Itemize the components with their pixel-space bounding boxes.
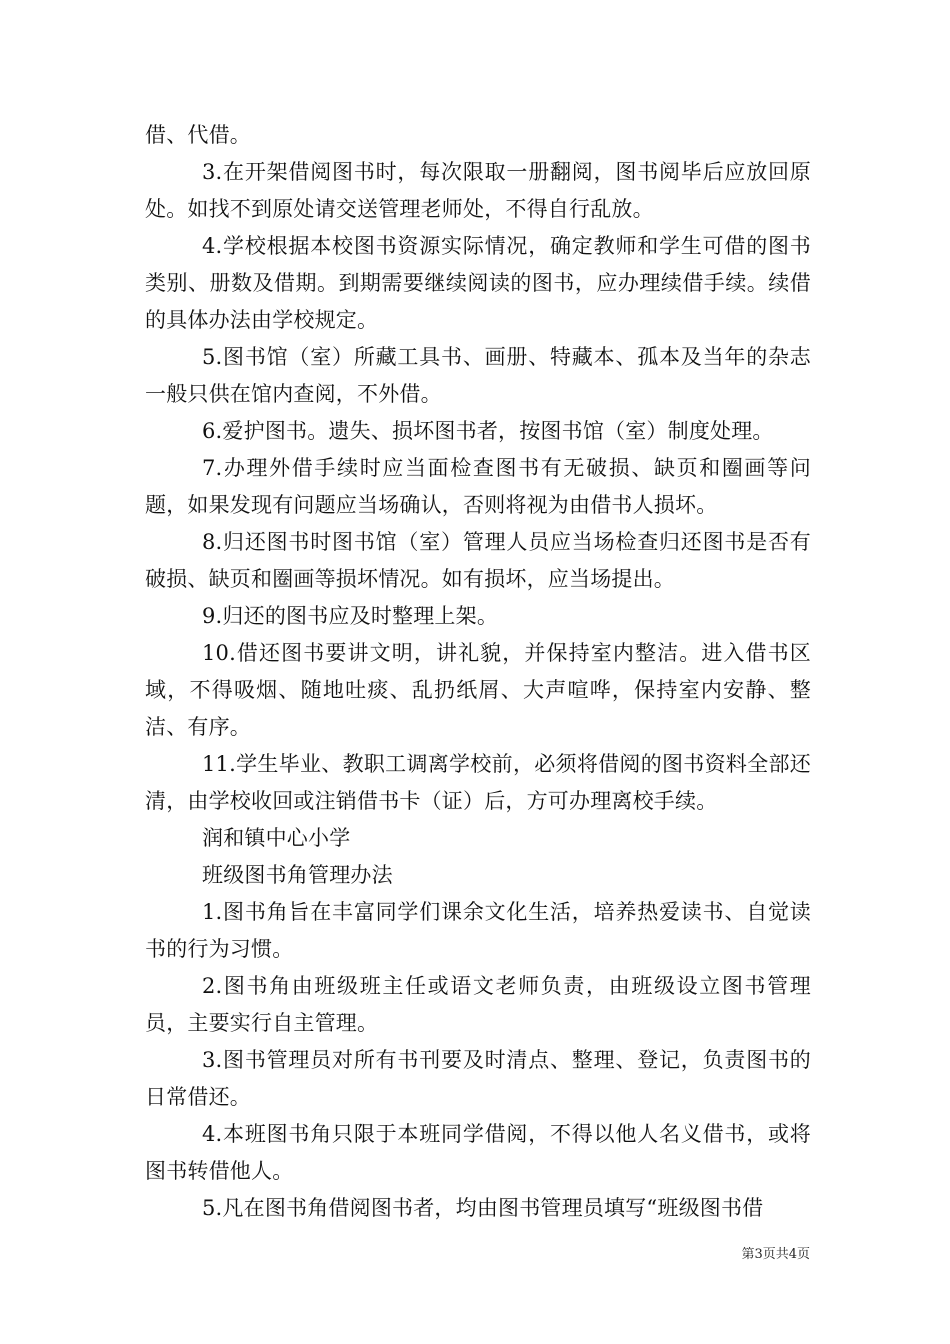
- paragraph: 9.归还的图书应及时整理上架。: [202, 604, 499, 628]
- paragraph: 3.在开架借阅图书时，每次限取一册翻阅，图书阅毕后应放回原处。如找不到原处请交送管理老师处，不得自行乱放。: [145, 160, 811, 221]
- document-body: [145, 117, 811, 1227]
- paragraph: 3.图书管理员对所有书刊要及时清点、整理、登记，负责图书的日常借还。: [145, 1048, 811, 1109]
- paragraph: 2.图书角由班级班主任或语文老师负责，由班级设立图书管理员，主要实行自主管理。: [145, 974, 811, 1035]
- paragraph: 润和镇中心小学: [202, 826, 351, 850]
- page-number-footer: 第3页共4页: [741, 1247, 810, 1262]
- paragraph: 10.借还图书要讲文明，讲礼貌，并保持室内整洁。进入借书区域，不得吸烟、随地吐痰、乱扔纸屑、大声喧哗，保持室内安静、整洁、有序。: [145, 641, 811, 739]
- paragraph: 8.归还图书时图书馆（室）管理人员应当场检查归还图书是否有破损、缺页和圈画等损坏情况。如有损坏，应当场提出。: [145, 530, 811, 591]
- paragraph: 班级图书角管理办法: [202, 863, 393, 887]
- paragraph: 5.凡在图书角借阅图书者，均由图书管理员填写“班级图书借: [202, 1196, 764, 1220]
- paragraph: 7.办理外借手续时应当面检查图书有无破损、缺页和圈画等问题，如果发现有问题应当场确认，否则将视为由借书人损坏。: [145, 456, 811, 517]
- paragraph: 借、代借。: [145, 123, 251, 147]
- paragraph: 6.爱护图书。遗失、损坏图书者，按图书馆（室）制度处理。: [202, 419, 774, 443]
- paragraph: 1.图书角旨在丰富同学们课余文化生活，培养热爱读书、自觉读书的行为习惯。: [145, 900, 811, 961]
- paragraph: 4.本班图书角只限于本班同学借阅，不得以他人名义借书，或将图书转借他人。: [145, 1122, 811, 1183]
- paragraph: 11.学生毕业、教职工调离学校前，必须将借阅的图书资料全部还清，由学校收回或注销借书卡（证）后，方可办理离校手续。: [145, 752, 811, 813]
- paragraph: 5.图书馆（室）所藏工具书、画册、特藏本、孤本及当年的杂志一般只供在馆内查阅，不外借。: [145, 345, 811, 406]
- paragraph: 4.学校根据本校图书资源实际情况，确定教师和学生可借的图书类别、册数及借期。到期需要继续阅读的图书，应办理续借手续。续借的具体办法由学校规定。: [145, 234, 811, 332]
